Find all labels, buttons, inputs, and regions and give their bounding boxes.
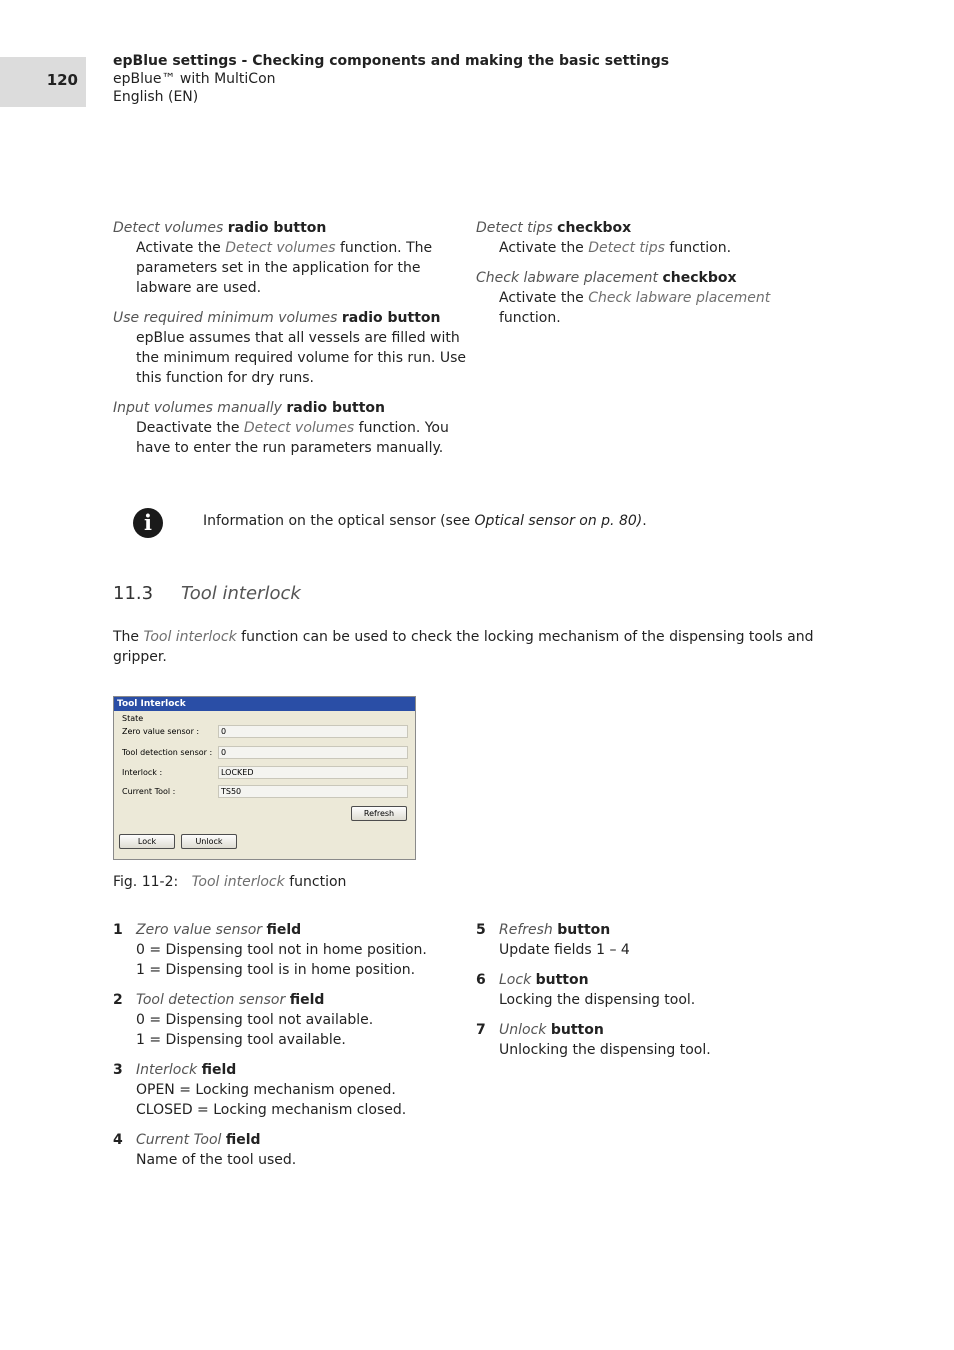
- figure-caption: [113, 872, 346, 892]
- current-tool-label: Current Tool :: [122, 787, 176, 796]
- intro-paragraph: [113, 627, 833, 667]
- definition-term: [113, 398, 473, 418]
- tool-detection-sensor-label: Tool detection sensor :: [122, 748, 213, 757]
- legend-number: 1: [113, 922, 123, 938]
- legend-kind: field: [225, 1132, 261, 1148]
- legend-item: [476, 970, 836, 990]
- legend-line: Update fields 1 – 4: [499, 942, 630, 958]
- lock-button[interactable]: Lock: [119, 834, 175, 849]
- legend-description: [113, 1010, 473, 1050]
- header-product: epBlue™ with MultiCon: [113, 71, 276, 87]
- info-end: .: [642, 513, 647, 529]
- info-text: Information on the optical sensor (see: [203, 513, 475, 529]
- definition-description: [476, 288, 836, 328]
- upper-right-column: [476, 218, 836, 338]
- legend-number: 3: [113, 1062, 123, 1078]
- tool-interlock-dialog: [113, 696, 416, 860]
- legend-term: Zero value sensor: [136, 922, 263, 938]
- intro-pre: The: [113, 629, 144, 645]
- upper-left-column: [113, 218, 473, 468]
- legend-item: [113, 990, 473, 1010]
- term-kind: radio button: [227, 220, 327, 236]
- inline-term: Check labware placement: [588, 290, 771, 306]
- desc-text: function. You have to enter the run parameters manually.: [136, 420, 449, 456]
- legend-term: Refresh: [499, 922, 553, 938]
- term-name: Detect tips: [476, 220, 553, 236]
- inline-term: Detect volumes: [225, 240, 336, 256]
- legend-description: [476, 1040, 836, 1060]
- inline-term: Detect tips: [588, 240, 665, 256]
- caption-suffix: function: [289, 874, 347, 890]
- legend-description: [113, 940, 473, 980]
- desc-text: epBlue assumes that all vessels are filled with the minimum required volume for this run. Use this function for dry runs.: [136, 330, 466, 386]
- refresh-button[interactable]: Refresh: [351, 806, 407, 821]
- desc-text: function. The parameters set in the application for the labware are used.: [136, 240, 433, 296]
- legend-right-column: [476, 920, 836, 1070]
- legend-kind: field: [201, 1062, 237, 1078]
- page-number: 120: [46, 71, 78, 89]
- definition-description: [476, 238, 836, 258]
- zero-value-sensor-field[interactable]: 0: [218, 725, 408, 738]
- legend-number: 5: [476, 922, 486, 938]
- info-link[interactable]: Optical sensor on p. 80): [474, 513, 643, 529]
- definition-description: [113, 328, 473, 388]
- desc-text: Activate the: [136, 240, 226, 256]
- term-name: Detect volumes: [113, 220, 224, 236]
- legend-line: OPEN = Locking mechanism opened.: [136, 1082, 396, 1098]
- legend-line: Locking the dispensing tool.: [499, 992, 696, 1008]
- legend-kind: button: [557, 922, 611, 938]
- legend-item: [476, 920, 836, 940]
- header-title: epBlue settings - Checking components and making the basic settings: [113, 53, 670, 69]
- definition-term: [476, 218, 836, 238]
- interlock-field[interactable]: LOCKED: [218, 766, 408, 779]
- term-kind: radio button: [286, 400, 385, 416]
- legend-line: Name of the tool used.: [136, 1152, 297, 1168]
- legend-kind: field: [289, 992, 325, 1008]
- definition-term: [476, 268, 836, 288]
- intro-term: Tool interlock: [143, 629, 237, 645]
- legend-line: 1 = Dispensing tool available.: [136, 1032, 346, 1048]
- state-group-label: State: [122, 714, 144, 723]
- legend-item: [113, 920, 473, 940]
- term-kind: checkbox: [557, 220, 632, 236]
- legend-kind: button: [535, 972, 589, 988]
- legend-term: Unlock: [499, 1022, 547, 1038]
- dialog-title: Tool Interlock: [114, 697, 415, 711]
- current-tool-field[interactable]: TS50: [218, 785, 408, 798]
- legend-line: 0 = Dispensing tool not in home position.: [136, 942, 427, 958]
- desc-text: Activate the: [499, 240, 589, 256]
- legend-description: [113, 1080, 473, 1120]
- caption-prefix: Fig. 11-2:: [113, 874, 179, 890]
- term-kind: radio button: [341, 310, 441, 326]
- header-language: English (EN): [113, 89, 199, 105]
- section-number: 11.3: [113, 583, 154, 604]
- legend-term: Tool detection sensor: [136, 992, 286, 1008]
- definition-description: [113, 418, 473, 458]
- legend-term: Lock: [499, 972, 532, 988]
- legend-term: Current Tool: [136, 1132, 222, 1148]
- desc-text: Deactivate the: [136, 420, 244, 436]
- legend-number: 2: [113, 992, 123, 1008]
- inline-term: Detect volumes: [243, 420, 355, 436]
- legend-item: [476, 1020, 836, 1040]
- legend-description: [476, 990, 836, 1010]
- legend-item: [113, 1060, 473, 1080]
- legend-kind: button: [550, 1022, 604, 1038]
- info-icon: i: [133, 508, 163, 538]
- definition-description: [113, 238, 473, 298]
- info-note: [203, 511, 647, 531]
- legend-description: [113, 1150, 473, 1170]
- legend-number: 4: [113, 1132, 123, 1148]
- legend-item: [113, 1130, 473, 1150]
- section-title: Tool interlock: [181, 583, 301, 604]
- legend-number: 6: [476, 972, 486, 988]
- section-heading: [113, 583, 301, 605]
- desc-text: function.: [499, 310, 561, 326]
- legend-line: Unlocking the dispensing tool.: [499, 1042, 711, 1058]
- zero-value-sensor-label: Zero value sensor :: [122, 727, 200, 736]
- desc-text: function.: [664, 240, 732, 256]
- tool-detection-sensor-field[interactable]: 0: [218, 746, 408, 759]
- term-name: Input volumes manually: [113, 400, 282, 416]
- unlock-button[interactable]: Unlock: [181, 834, 237, 849]
- term-kind: checkbox: [662, 270, 737, 286]
- legend-number: 7: [476, 1022, 486, 1038]
- legend-description: [476, 940, 836, 960]
- legend-kind: field: [266, 922, 302, 938]
- caption-term: Tool interlock: [191, 874, 285, 890]
- term-name: Check labware placement: [476, 270, 658, 286]
- term-name: Use required minimum volumes: [113, 310, 338, 326]
- running-header: [113, 52, 669, 106]
- legend-line: 0 = Dispensing tool not available.: [136, 1012, 374, 1028]
- definition-term: [113, 218, 473, 238]
- legend-line: CLOSED = Locking mechanism closed.: [136, 1102, 407, 1118]
- desc-text: Activate the: [499, 290, 589, 306]
- intro-post: function can be used to check the locking mechanism of the dispensing tools and gripper.: [113, 629, 814, 665]
- definition-term: [113, 308, 473, 328]
- legend-line: 1 = Dispensing tool is in home position.: [136, 962, 416, 978]
- legend-left-column: [113, 920, 473, 1180]
- legend-term: Interlock: [136, 1062, 198, 1078]
- interlock-label: Interlock :: [122, 768, 163, 777]
